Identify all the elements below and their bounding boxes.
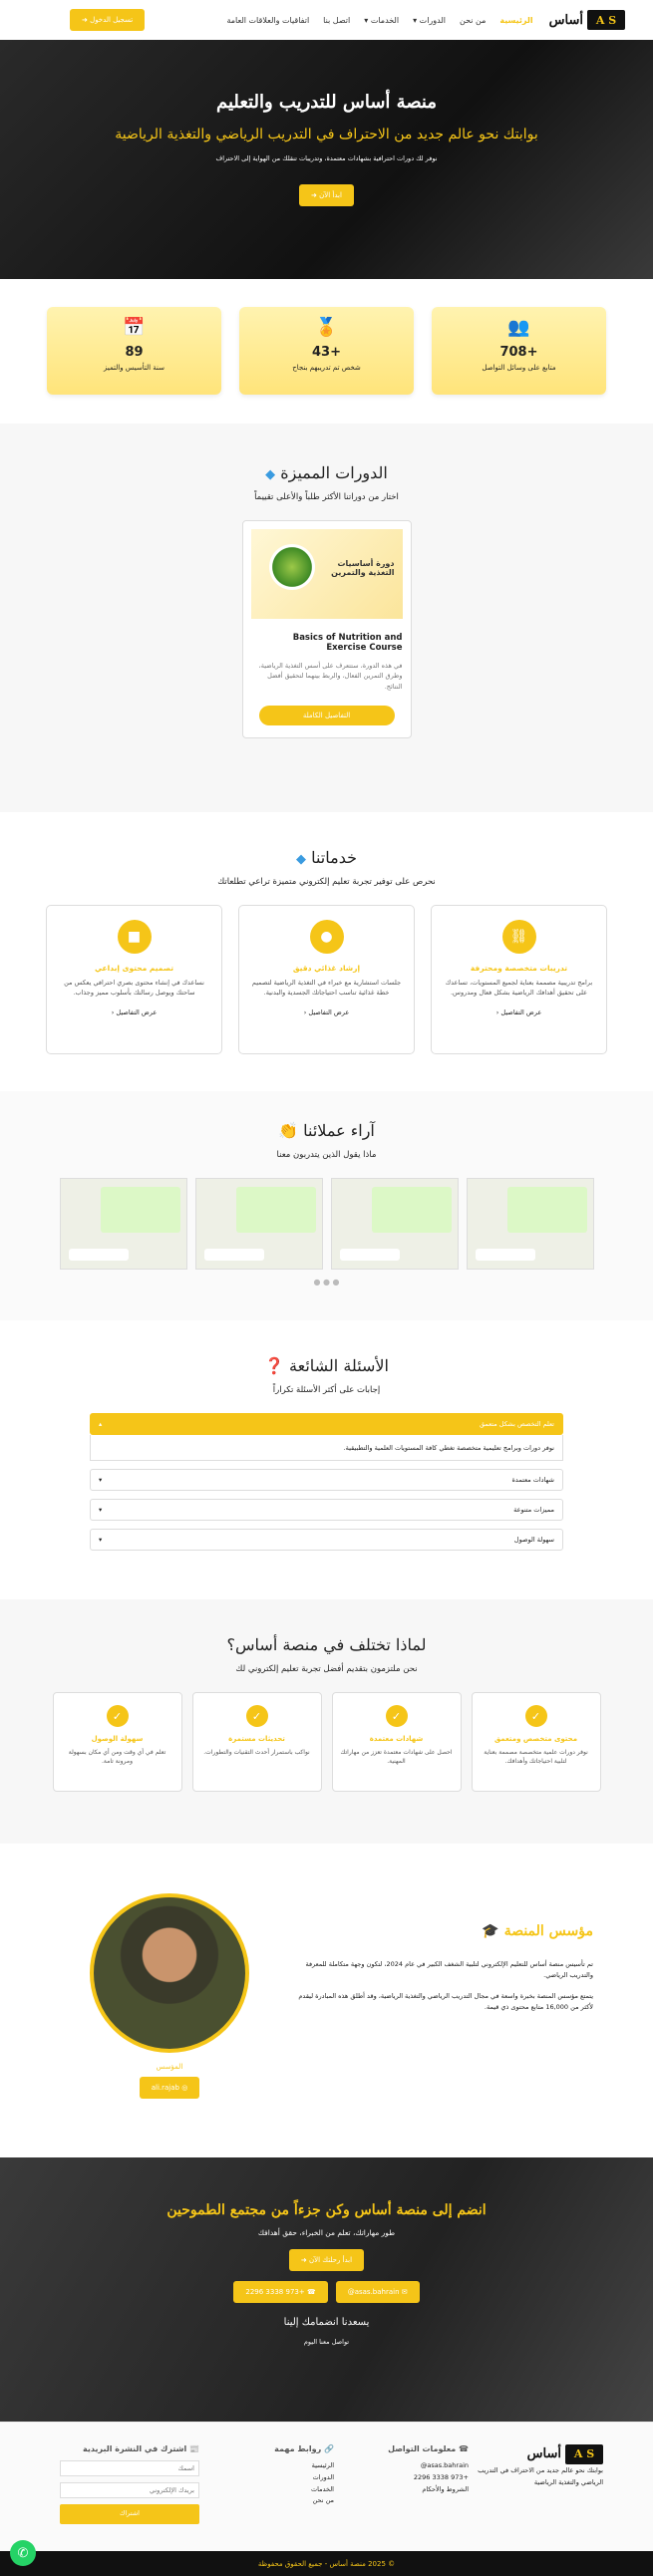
subscribe-button[interactable]: اشتراك xyxy=(60,2504,199,2524)
stat-number: +708 xyxy=(499,345,538,360)
check-icon: ✓ xyxy=(386,1705,408,1727)
footer-contact-title: ☎ معلومات التواصل xyxy=(388,2444,469,2453)
instagram-handle-button[interactable]: ◎ ali.rajab xyxy=(140,2077,200,2099)
course-image-title: دورة أساسيات التغذية والتمرين xyxy=(331,559,395,577)
why-section xyxy=(0,1599,653,1844)
courses-title: الدورات المميزة ◆ xyxy=(265,463,388,482)
nav-link-courses[interactable]: الدورات ▾ xyxy=(413,15,446,25)
services-subtitle: نحرص على توفير تجربة تعليم إلكتروني متميزة تراعي تطلعاتك xyxy=(217,877,436,887)
stats-section xyxy=(0,279,653,424)
course-details-button[interactable]: التفاصيل الكاملة xyxy=(259,706,395,725)
nav-link-contact[interactable]: اتصل بنا xyxy=(323,15,351,25)
link-icon: 🔗 xyxy=(324,2444,334,2453)
footer-link[interactable]: الدورات xyxy=(312,2473,334,2482)
service-details-link[interactable]: عرض التفاصيل ‹ xyxy=(111,1007,158,1016)
why-card xyxy=(53,1692,182,1792)
why-card-title: شهادات معتمدة xyxy=(369,1735,424,1743)
course-name: Basics of Nutrition and Exercise Course xyxy=(292,633,403,653)
cta-note: تواصل معنا اليوم xyxy=(303,2338,350,2346)
cta-question: يسعدنا انضمامك إلينا xyxy=(283,2317,370,2328)
graduation-cap-icon: 🎓 xyxy=(482,1923,499,1939)
footer-about xyxy=(469,2442,603,2551)
stat-card xyxy=(47,307,221,395)
why-title: لماذا تختلف في منصة أساس؟ xyxy=(226,1635,427,1654)
stat-label: متابع على وسائل التواصل xyxy=(482,364,556,372)
service-title: تصميم محتوى إبداعي xyxy=(94,964,174,973)
why-card xyxy=(472,1692,601,1792)
why-card-title: محتوى متخصص ومتعمق xyxy=(493,1735,578,1743)
services-title: خدماتنا ◆ xyxy=(296,848,357,867)
diamond-icon: ◆ xyxy=(296,852,306,867)
courses-section xyxy=(0,424,653,812)
service-details-link[interactable]: عرض التفاصيل ‹ xyxy=(495,1007,542,1016)
course-description: في هذه الدورة، ستتعرف على أسس التغذية الرياضية، وطرق التمرين الفعال، والربط بينهما لتحقيق أفضل النتائج. xyxy=(258,662,403,691)
footer-links-title: 🔗 روابط مهمة xyxy=(274,2444,334,2453)
medal-icon: 🏅 xyxy=(315,317,338,338)
nav-link-home[interactable]: الرئيسية xyxy=(499,15,533,25)
apple-icon: ● xyxy=(310,920,344,954)
users-icon: 👥 xyxy=(507,317,530,338)
faq-answer: نوفر دورات وبرامج تعليمية متخصصة تغطي كافة المستويات العلمية والتطبيقية. xyxy=(90,1435,563,1461)
faq-question[interactable]: تعلم التخصص بشكل متعمق ▴ xyxy=(90,1413,563,1435)
chevron-up-icon: ▴ xyxy=(99,1420,103,1428)
start-journey-button[interactable]: ابدأ رحلتك الآن ➜ xyxy=(289,2249,364,2271)
footer-contact xyxy=(334,2442,469,2551)
service-details-link[interactable]: عرض التفاصيل ‹ xyxy=(303,1007,350,1016)
service-description: نساعدك في إنشاء محتوى بصري احترافي يعكس من ساحتك ويوصل رسالتك بأسلوب مميز وجذاب. xyxy=(64,979,204,997)
carousel-dots[interactable]: ● ● ● xyxy=(313,1278,340,1287)
instagram-icon: ◎ xyxy=(181,2084,188,2092)
calendar-icon: 📅 xyxy=(123,317,146,338)
newspaper-icon: 📰 xyxy=(189,2444,199,2453)
dumbbell-icon: ⛓ xyxy=(502,920,536,954)
top-navbar xyxy=(0,0,653,40)
cta-title: انضم إلى منصة أساس وكن جزءاً من مجتمع الطموحين xyxy=(166,2202,487,2218)
check-icon: ✓ xyxy=(246,1705,268,1727)
course-image xyxy=(251,529,403,619)
hero-title: منصة أساس للتدريب والتعليم xyxy=(215,92,438,113)
nav-links xyxy=(145,16,532,25)
courses-subtitle: اختار من دوراتنا الأكثر طلباً والأعلى تقييماً xyxy=(254,492,399,502)
footer-links xyxy=(199,2442,334,2551)
service-card xyxy=(431,905,607,1054)
footer-phone[interactable]: +973 3338 2296 xyxy=(413,2473,469,2482)
video-icon: ■ xyxy=(118,920,152,954)
cta-section xyxy=(0,2157,653,2422)
stat-label: سنة التأسيس والتميز xyxy=(104,364,164,372)
sign-in-icon: ➜ xyxy=(82,16,88,24)
founder-text xyxy=(294,1893,593,2157)
founder-title: مؤسس المنصة 🎓 xyxy=(482,1923,593,1939)
footer-link[interactable]: الخدمات xyxy=(311,2484,334,2493)
footer-email[interactable]: asas.bahrain@ xyxy=(420,2461,469,2470)
check-icon: ✓ xyxy=(525,1705,547,1727)
nav-link-services[interactable]: الخدمات ▾ xyxy=(364,15,400,25)
hero-section xyxy=(0,40,653,279)
testimonial-screenshot[interactable] xyxy=(195,1178,323,1270)
testimonials-subtitle: ماذا يقول الذين يتدربون معنا xyxy=(276,1150,377,1160)
why-card-description: تعلم في أي وقت ومن أي مكان بسهولة ومرونة تامة. xyxy=(68,1749,166,1765)
founder-section xyxy=(0,1844,653,2157)
stat-card xyxy=(239,307,414,395)
course-card[interactable] xyxy=(242,520,412,738)
nav-link-partnerships[interactable]: اتفاقيات والعلاقات العامة xyxy=(226,15,310,25)
footer-link[interactable]: من نحن xyxy=(312,2496,334,2505)
footer-link[interactable]: الرئيسية xyxy=(311,2461,334,2470)
service-card xyxy=(46,905,222,1054)
question-icon: ❓ xyxy=(264,1356,284,1375)
why-card-description: نواكب باستمرار أحدث التقنيات والتطورات. xyxy=(203,1749,310,1756)
testimonial-screenshot[interactable] xyxy=(331,1178,459,1270)
email-button[interactable]: ✉ asas.bahrain@ xyxy=(336,2281,420,2303)
chevron-down-icon: ▾ xyxy=(99,1476,103,1484)
hero-subtitle: بوابتك نحو عالم جديد من الاحتراف في التدريب الرياضي والتغذية الرياضية xyxy=(115,127,538,143)
cta-subtitle: طور مهاراتك، تعلم من الخبراء، حقق أهدافك xyxy=(257,2228,396,2237)
footer xyxy=(0,2422,653,2551)
footer-newsletter xyxy=(60,2442,199,2551)
founder-paragraph: يتمتع مؤسس المنصة بخبرة واسعة في مجال التدريب الرياضي والتغذية الرياضية، وقد أطلق هذه المبادرة ليقدم لأكثر من 16,000 متابع محتوى ذي قيمة. xyxy=(298,1992,593,2012)
testimonial-screenshot[interactable] xyxy=(467,1178,594,1270)
why-card xyxy=(192,1692,322,1792)
phone-icon: ☎ xyxy=(459,2444,469,2453)
newsletter-email-input[interactable] xyxy=(60,2482,199,2498)
service-description: برامج تدريبية مصممة بعناية لجميع المستويات، تساعدك على تحقيق أهدافك الرياضية بشكل فعال ومدروس. xyxy=(445,979,593,997)
copyright-bar: © 2025 منصة أساس - جميع الحقوق محفوظة xyxy=(0,2551,653,2576)
services-section xyxy=(0,812,653,1091)
why-card-title: سهولة الوصول xyxy=(91,1735,144,1743)
faq-question[interactable]: شهادات معتمدة ▾ xyxy=(90,1469,563,1491)
why-card-description: احصل على شهادات معتمدة تعزز من مهاراتك المهنية. xyxy=(340,1749,453,1765)
why-card xyxy=(332,1692,462,1792)
service-title: تدريبات متخصصة ومحترفة xyxy=(470,964,568,973)
whatsapp-icon[interactable]: ✆ xyxy=(10,2540,36,2566)
login-button[interactable]: تسجيل الدخول ➜ xyxy=(70,9,145,31)
phone-button[interactable]: ☎ +973 3338 2296 xyxy=(233,2281,327,2303)
why-card-title: تحديثات مستمرة xyxy=(228,1735,285,1743)
logo-mark-icon: A S xyxy=(587,10,625,30)
faq-section xyxy=(0,1320,653,1599)
founder-name: المؤسس xyxy=(156,2063,183,2071)
newsletter-name-input[interactable] xyxy=(60,2460,199,2476)
testimonial-carousel[interactable] xyxy=(0,1178,653,1270)
why-card-description: نوفر دورات علمية متخصصة مصممة بعناية لتلبية احتياجاتك وأهدافك. xyxy=(484,1749,588,1765)
chevron-down-icon: ▾ xyxy=(99,1506,103,1514)
founder-paragraph: تم تأسيس منصة أساس للتعليم الإلكتروني لتلبية الشغف الكبير في عام 2024، لتكون وجهة متكاملة للمعرفة والتدريب الرياضي. xyxy=(305,1960,593,1980)
founder-photo xyxy=(90,1893,249,2053)
mail-icon: ✉ xyxy=(401,2288,408,2296)
why-subtitle: نحن ملتزمون بتقديم أفضل تجربة تعليم إلكتروني لك xyxy=(235,1664,418,1674)
founder-profile xyxy=(90,1893,249,2157)
logo-text: أساس xyxy=(548,12,583,28)
footer-about-text: بوابتك نحو عالم جديد من الاحتراف في التدريب الرياضي والتغذية الرياضية xyxy=(478,2466,603,2487)
testimonials-title: آراء عملائنا 👏 xyxy=(278,1121,375,1140)
stat-number: 89 xyxy=(125,345,144,360)
stat-number: +43 xyxy=(312,345,341,360)
faq-title: الأسئلة الشائعة ❓ xyxy=(264,1356,389,1375)
phone-icon: ☎ xyxy=(306,2288,316,2296)
service-card xyxy=(238,905,415,1054)
faq-subtitle: إجابات على أكثر الأسئلة تكراراً xyxy=(272,1385,381,1395)
service-description: جلسات استشارية مع خبراء في التغذية الرياضية لتصميم خطة غذائية تناسب احتياجاتك الجسدية والبدنية. xyxy=(251,979,402,997)
clap-icon: 👏 xyxy=(278,1121,299,1140)
footer-terms-link[interactable]: الشروط والأحكام xyxy=(422,2484,469,2493)
stat-card xyxy=(432,307,606,395)
stat-label: شخص تم تدريبهم بنجاح xyxy=(292,364,361,372)
nav-link-about[interactable]: من نحن xyxy=(460,15,487,25)
faq-question[interactable]: سهولة الوصول ▾ xyxy=(90,1529,563,1551)
newsletter-title: 📰 اشترك في النشرة البريدية xyxy=(83,2444,199,2453)
food-plate-icon xyxy=(269,544,315,590)
testimonials-section xyxy=(0,1091,653,1320)
footer-logo[interactable]: A S أساس xyxy=(469,2442,603,2465)
hero-cta-button[interactable]: ابدأ الآن ➜ xyxy=(299,184,354,206)
logo[interactable] xyxy=(549,10,625,30)
testimonial-screenshot[interactable] xyxy=(60,1178,187,1270)
chevron-down-icon: ▾ xyxy=(99,1536,103,1544)
check-icon: ✓ xyxy=(107,1705,129,1727)
hero-description: نوفر لك دورات احترافية بشهادات معتمدة، وتدريبات تنقلك من الهواية إلى الاحتراف xyxy=(215,154,438,162)
logo-mark-icon: A S xyxy=(565,2444,603,2464)
diamond-icon: ◆ xyxy=(265,467,276,482)
faq-question[interactable]: مميزات متنوعة ▾ xyxy=(90,1499,563,1521)
service-title: إرشاد غذائي دقيق xyxy=(292,964,361,973)
